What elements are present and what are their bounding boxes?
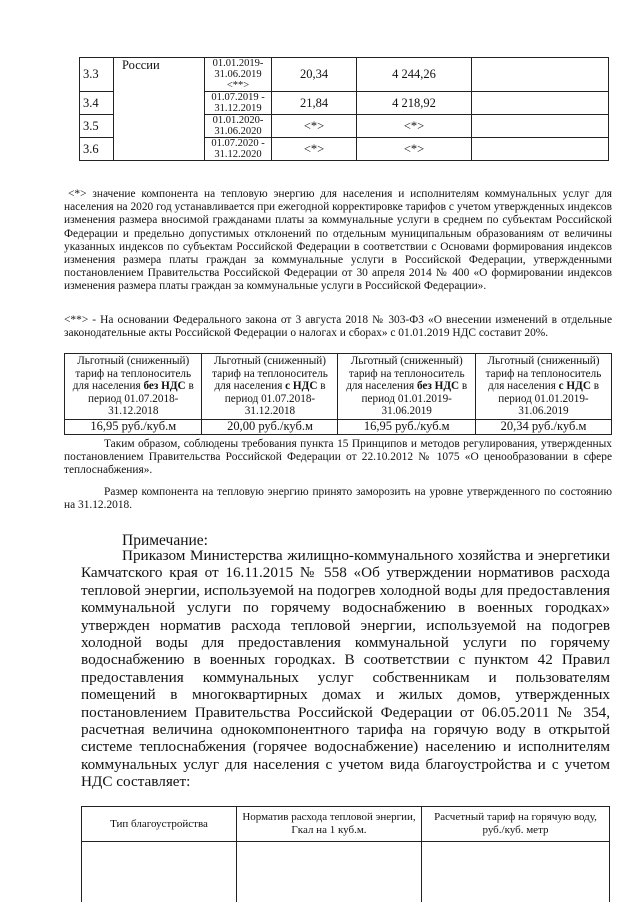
column-header: Льготный (сниженный) тариф на теплоноситель для населения с НДС в период 01.07.2018-31.12.2018 xyxy=(202,354,338,420)
preferential-tariff-table xyxy=(64,353,612,435)
empty-cell xyxy=(422,842,610,903)
column-header: Льготный (сниженный) тариф на теплоноситель для населения с НДС в период 01.01.2019-31.06.2019 xyxy=(475,354,611,420)
period-cell: 01.07.2019 - 31.12.2019 xyxy=(205,92,272,115)
period-cell: 01.07.2020 - 31.12.2020 xyxy=(205,138,272,161)
region-cell: России xyxy=(114,58,205,161)
tariff-periods-table xyxy=(79,57,609,161)
table-header-row xyxy=(82,807,610,842)
row-number: 3.6 xyxy=(80,138,114,161)
row-number: 3.5 xyxy=(80,115,114,138)
column-header: Норматив расхода тепловой энергии, Гкал на 1 куб.м. xyxy=(237,807,422,842)
value-cell: 4 244,26 xyxy=(357,58,472,92)
value-cell: <*> xyxy=(272,138,357,161)
row-number: 3.4 xyxy=(80,92,114,115)
tariff-value: 16,95 руб./куб.м xyxy=(65,419,202,434)
empty-cell xyxy=(472,58,609,92)
footnote-double-star: <**> - На основании Федерального закона от 3 августа 2018 № 303-ФЗ «О внесении изменений в отдельные законодательные акты Российской Федерации о налогах и сборах» с 01.01.2019 НДС составит 20%. xyxy=(64,314,612,340)
period-cell: 01.01.2019- 31.06.2019 <**> xyxy=(205,58,272,92)
table-header-row xyxy=(65,354,612,420)
footnote-single-star: <*> значение компонента на тепловую энергию для населения и исполнителям коммунальных услуг для населения на 2020 год устанавливается при ежегодной корректировке тарифов с учетом утвержденных индексов изменения размера вносимой гражданами платы за коммунальные услуги в среднем по субъектам Российской Федерации и предельно допустимых отклонений по отдельным муниципальным образованиям от величины указанных индексов по субъектам Российской Федерации в соответствии с Основами формирования индексов изменения размера платы граждан за коммунальные услуги в Российской Федерации, утвержденными постановлением Правительства Российской Федерации от 30 апреля 2014 № 400 «О формировании индексов изменения размера платы граждан за коммунальные услуги в Российской Федерации». xyxy=(64,188,612,293)
value-cell: 20,34 xyxy=(272,58,357,92)
tariff-value: 20,34 руб./куб.м xyxy=(475,419,611,434)
empty-cell xyxy=(82,842,237,903)
row-number: 3.3 xyxy=(80,58,114,92)
empty-cell xyxy=(472,115,609,138)
column-header: Тип благоустройства xyxy=(82,807,237,842)
value-cell: <*> xyxy=(357,115,472,138)
empty-cell xyxy=(237,842,422,903)
remark-paragraph: Приказом Министерства жилищно-коммунального хозяйства и энергетики Камчатского края от 16.11.2015 № 558 «Об утверждении нормативов расхода тепловой энергии, используемой на подогрев холодной воды для предоставления коммунальной услуги по горячему водоснабжению в военных городках» утвержден норматив расхода тепловой энергии, используемой на подогрев холодной воды для предоставления коммунальной услуги по горячему водоснабжению в военных городках. В соответствии с пунктом 42 Правил предоставления коммунальных услуг собственникам и пользователям помещений в многоквартирных домах и жилых домов, утвержденных постановлением Правительства Российской Федерации от 06.05.2011 № 354, расчетная величина однокомпонентного тарифа на горячую воду в открытой системе теплоснабжения (горячее водоснабжение) населению и исполнителям коммунальных услуг для населения с учетом вида благоустройства и с учетом НДС составляет: xyxy=(81,547,610,791)
paragraph: Размер компонента на тепловую энергию принято заморозить на уровне утвержденного по состоянию на 31.12.2018. xyxy=(64,486,612,512)
value-cell: <*> xyxy=(272,115,357,138)
column-header: Льготный (сниженный) тариф на теплоноситель для населения без НДС в период 01.07.2018-31.12.2018 xyxy=(65,354,202,420)
period-cell: 01.01.2020- 31.06.2020 xyxy=(205,115,272,138)
paragraph: Таким образом, соблюдены требования пункта 15 Принципов и методов регулирования, утвержденных постановлением Правительства Российской Федерации от 22.10.2012 № 1075 «О ценообразовании в сфере теплоснабжения». xyxy=(64,438,612,477)
table-row xyxy=(82,842,610,903)
table-row xyxy=(65,419,612,434)
remark-heading: Примечание: xyxy=(122,532,208,549)
hot-water-tariff-table xyxy=(81,806,610,902)
table-row xyxy=(80,58,609,92)
empty-cell xyxy=(472,138,609,161)
tariff-value: 20,00 руб./куб.м xyxy=(202,419,338,434)
column-header: Расчетный тариф на горячую воду, руб./куб. метр xyxy=(422,807,610,842)
empty-cell xyxy=(472,92,609,115)
value-cell: <*> xyxy=(357,138,472,161)
column-header: Льготный (сниженный) тариф на теплоноситель для населения без НДС в период 01.01.2019-31.06.2019 xyxy=(338,354,475,420)
value-cell: 21,84 xyxy=(272,92,357,115)
tariff-value: 16,95 руб./куб.м xyxy=(338,419,475,434)
value-cell: 4 218,92 xyxy=(357,92,472,115)
